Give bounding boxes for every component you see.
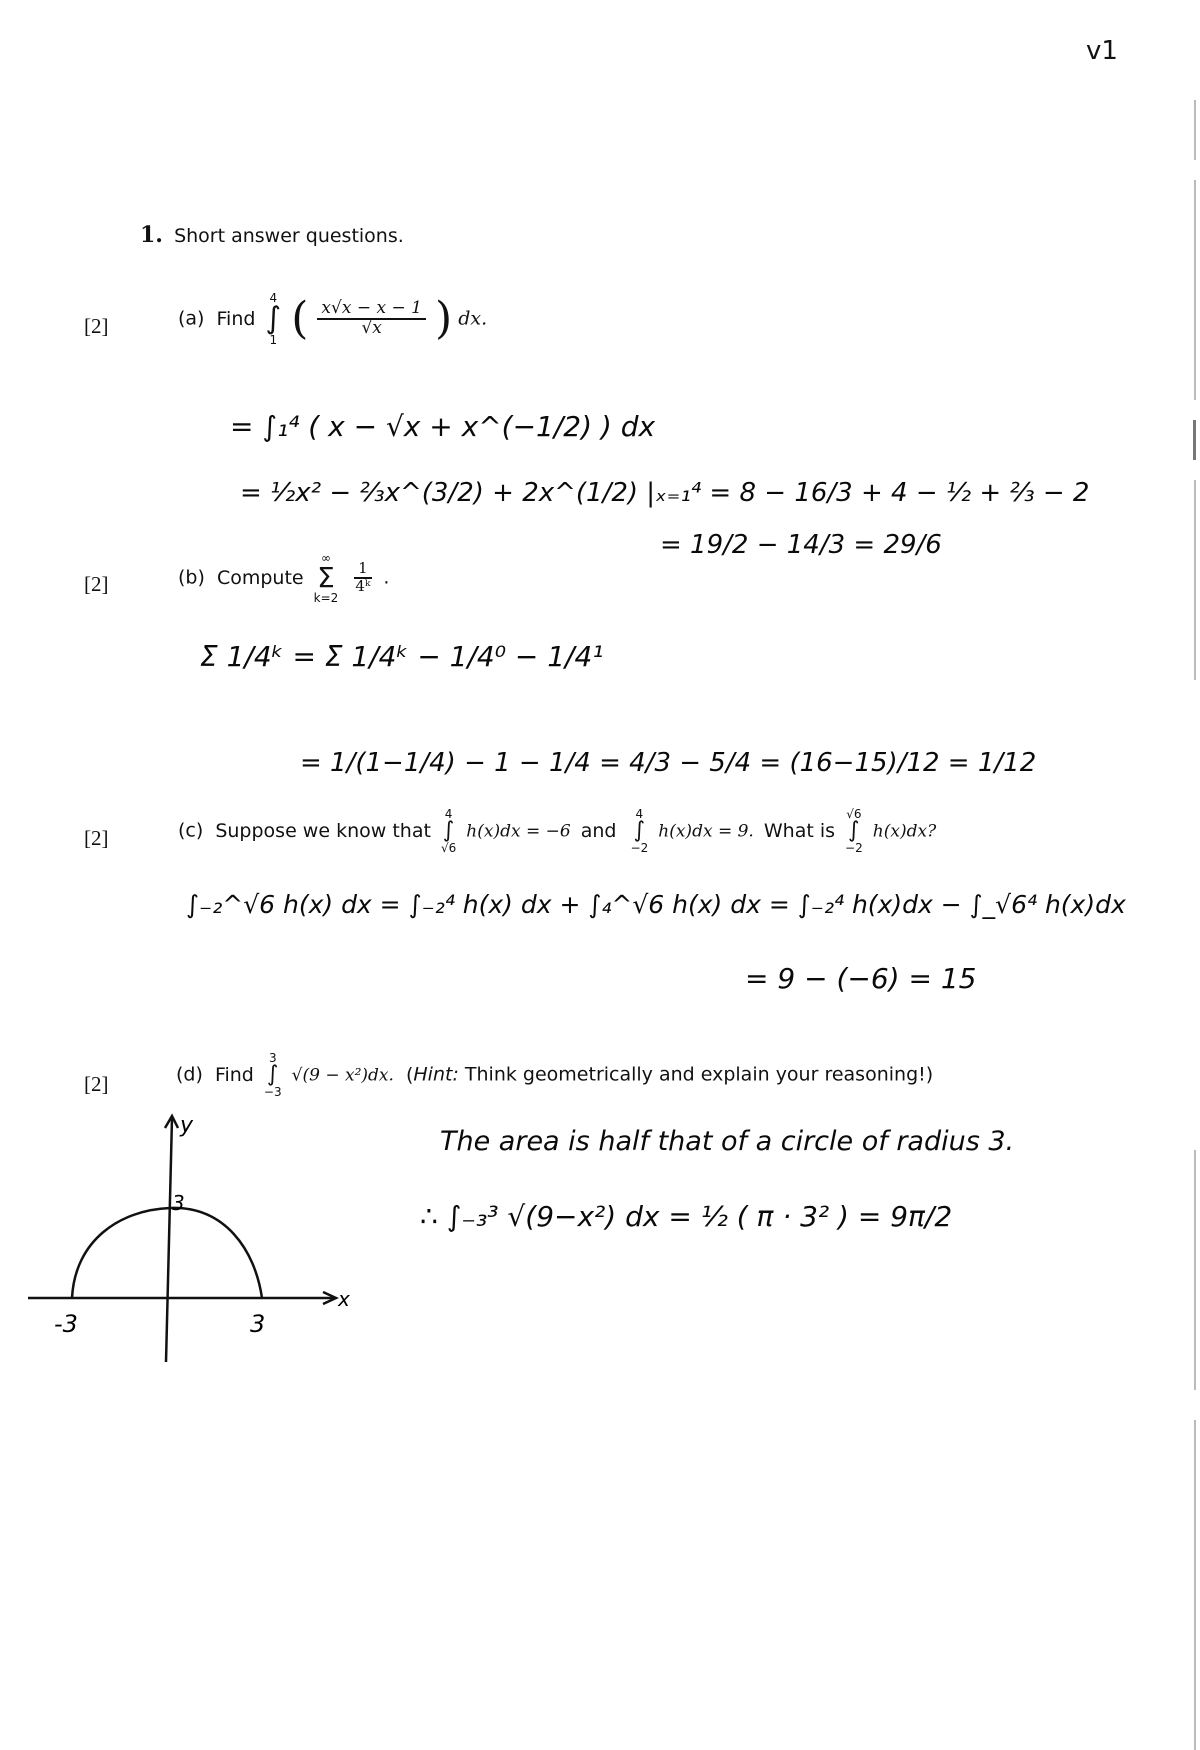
part-c-int3-body: h(x)dx? (872, 821, 937, 842)
part-d-upper: 3 (268, 1051, 277, 1065)
paren-open: ( (291, 293, 309, 344)
tick-right-label: 3 (250, 1310, 266, 1338)
part-c-int1-lower: √6 (440, 841, 457, 855)
integral-sign-icon: ∫ (848, 818, 860, 843)
part-c-int2-upper: 4 (635, 807, 644, 821)
y-axis (166, 1118, 172, 1362)
part-d-hint-open: ( (405, 1063, 414, 1086)
part-c-prompt (178, 808, 936, 854)
part-c-label: (c) (178, 819, 204, 842)
scan-edge-4 (1194, 480, 1196, 680)
question-title: Short answer questions. (174, 225, 404, 247)
sigma-icon: Σ (317, 561, 335, 594)
part-c-int1-upper: 4 (444, 807, 453, 821)
part-c-int3-upper: √6 (846, 807, 862, 821)
version-tag: v1 (1086, 36, 1118, 66)
part-d-find: Find (214, 1063, 254, 1086)
part-b-work-1: Σ 1/4ᵏ = Σ 1/4ᵏ − 1/4⁰ − 1/4¹ (200, 640, 604, 673)
part-a-numerator: x√x − x − 1 (317, 300, 426, 320)
paren-close: ) (434, 293, 453, 344)
part-c-marks: [2] (84, 826, 109, 850)
part-d-lower: −3 (263, 1085, 282, 1099)
part-a-marks: [2] (84, 314, 109, 338)
part-c-int2-lower: −2 (630, 841, 649, 855)
part-b-compute: Compute (216, 566, 304, 589)
part-c-int1 (441, 808, 456, 854)
part-a-upper: 4 (269, 291, 278, 305)
part-d-work-1: The area is half that of a circle of radius 3. (440, 1126, 1015, 1157)
part-a-lower: 1 (269, 333, 278, 347)
part-a-denominator: √x (361, 318, 382, 338)
question-number: 1. (140, 222, 163, 248)
part-c-int2-body: h(x)dx = 9. (658, 821, 754, 842)
part-b-prompt (178, 552, 389, 604)
part-d-prompt (176, 1052, 933, 1098)
part-d-body: √(9 − x²)dx. (291, 1065, 394, 1086)
part-c-int3 (845, 808, 863, 854)
scan-edge-3 (1193, 420, 1196, 460)
part-b-summand-num: 1 (354, 561, 372, 579)
part-a-label: (a) (178, 307, 205, 330)
tick-left-label: -3 (54, 1310, 78, 1338)
part-b-label: (b) (178, 566, 205, 589)
part-b-summand-den: 4ᵏ (355, 577, 371, 595)
part-c-and: and (580, 819, 617, 842)
part-c-int3-lower: −2 (845, 841, 863, 855)
part-d-integral (264, 1052, 282, 1098)
integral-sign-icon: ∫ (265, 301, 282, 336)
semicircle-graph (20, 1110, 360, 1370)
scan-edge-6 (1194, 1420, 1196, 1750)
part-b-sum (314, 552, 339, 604)
integral-sign-icon: ∫ (633, 818, 646, 843)
x-axis-label: x (338, 1287, 350, 1311)
part-c-text-2: What is (763, 819, 835, 842)
part-d-marks: [2] (84, 1072, 109, 1096)
part-b-sum-lower: k=2 (313, 591, 339, 605)
tick-top-label: 3 (172, 1191, 185, 1215)
part-b-tail: . (383, 566, 390, 589)
part-a-integral (266, 292, 282, 346)
part-d-work-2: ∴ ∫₋₃³ √(9−x²) dx = ½ ( π · 3² ) = 9π/2 (420, 1200, 953, 1233)
part-b-work-2: = 1/(1−1/4) − 1 − 1/4 = 4/3 − 5/4 = (16−15)/12 = 1/12 (300, 748, 1037, 778)
part-c-text-1: Suppose we know that (215, 819, 431, 842)
part-b-marks: [2] (84, 572, 109, 596)
part-b-sum-upper: ∞ (320, 551, 331, 565)
scan-edge-5 (1194, 1150, 1196, 1390)
part-a-fraction (317, 300, 426, 338)
part-a-work-3: = 19/2 − 14/3 = 29/6 (660, 530, 942, 560)
part-d-hint-label: Hint: (413, 1063, 459, 1086)
part-a-work-2: = ½x² − ⅔x^(3/2) + 2x^(1/2) |ₓ₌₁⁴ = 8 − 16/3 + 4 − ½ + ⅔ − 2 (240, 478, 1090, 508)
part-a-work-1: = ∫₁⁴ ( x − √x + x^(−1/2) ) dx (230, 410, 656, 443)
question-heading (140, 222, 404, 248)
scan-edge-1 (1194, 100, 1196, 160)
part-c-work-2: = 9 − (−6) = 15 (745, 962, 977, 995)
part-c-int1-body: h(x)dx = −6 (466, 821, 571, 842)
part-d-hint-text: Think geometrically and explain your reasoning!) (464, 1063, 934, 1086)
part-b-summand (351, 561, 374, 595)
part-a-tail: dx. (458, 307, 488, 330)
part-a-find: Find (216, 307, 256, 330)
part-a-prompt (178, 292, 487, 346)
part-d-label: (d) (176, 1063, 203, 1086)
integral-sign-icon: ∫ (442, 818, 455, 843)
part-c-work-1: ∫₋₂^√6 h(x) dx = ∫₋₂⁴ h(x) dx + ∫₄^√6 h(x) dx = ∫₋₂⁴ h(x)dx − ∫_√6⁴ h(x)dx (186, 890, 1126, 919)
scan-edge-2 (1194, 180, 1196, 400)
y-axis-label: y (180, 1113, 194, 1138)
integral-sign-icon: ∫ (267, 1062, 279, 1087)
part-c-int2 (631, 808, 649, 854)
